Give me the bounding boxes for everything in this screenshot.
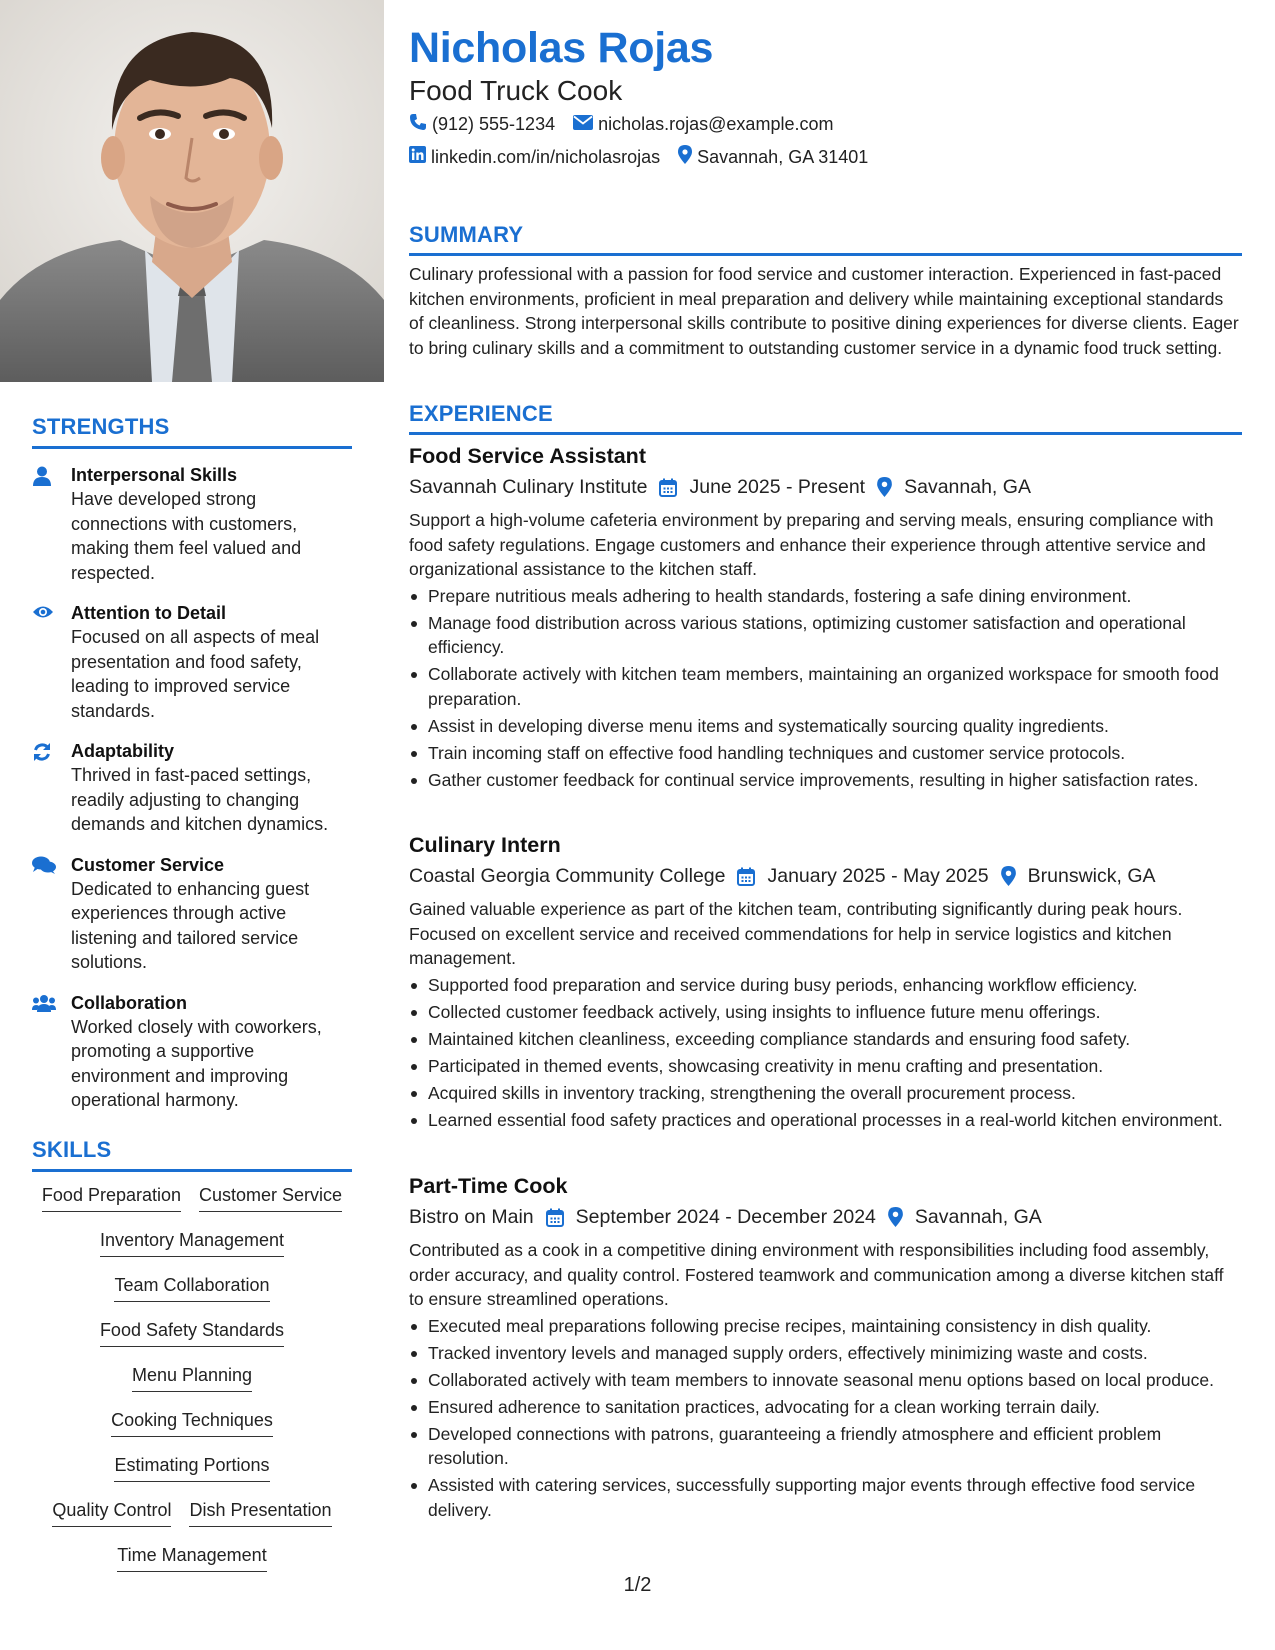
list-item: Supported food preparation and service during busy periods, enhancing workflow efficiency.: [409, 973, 1242, 998]
list-item: Acquired skills in inventory tracking, strengthening the overall procurement process.: [409, 1081, 1242, 1106]
list-item: Collaborate actively with kitchen team members, maintaining an organized workspace for smooth food preparation.: [409, 662, 1242, 711]
skill-tag: Quality Control: [52, 1499, 171, 1527]
strengths-heading: STRENGTHS: [32, 414, 170, 439]
strength-description: Thrived in fast-paced settings, readily adjusting to changing demands and kitchen dynamics.: [71, 765, 329, 834]
candidate-title: Food Truck Cook: [409, 75, 623, 106]
skills-divider: [32, 1169, 352, 1172]
list-item: Assisted with catering services, successfully supporting major events through effective food service delivery.: [409, 1473, 1242, 1522]
skill-tag: Time Management: [117, 1544, 266, 1572]
skill-tag: Food Preparation: [42, 1184, 181, 1212]
sync-icon: [32, 739, 71, 837]
comments-icon: [32, 853, 71, 975]
summary-divider: [409, 253, 1242, 256]
job-dates: June 2025 - Present: [689, 475, 866, 498]
job-location: Savannah, GA: [914, 1205, 1042, 1228]
job-dates: September 2024 - December 2024: [575, 1205, 876, 1228]
strength-name: Customer Service: [71, 854, 225, 875]
page-number: 1/2: [623, 1574, 652, 1596]
email-address[interactable]: nicholas.rojas@example.com: [598, 114, 834, 134]
user-icon: [32, 463, 71, 585]
job-meta: [409, 862, 1242, 890]
strength-name: Adaptability: [71, 741, 175, 761]
summary-section: [409, 222, 1242, 360]
left-column: [0, 0, 384, 1650]
summary-heading: SUMMARY: [409, 222, 524, 247]
map-marker-icon: [877, 477, 892, 497]
strengths-section: [32, 414, 352, 1129]
skill-tag: Cooking Techniques: [111, 1409, 273, 1437]
job-dates: January 2025 - May 2025: [767, 864, 989, 887]
job-bullets: [409, 584, 1242, 793]
skills-heading: SKILLS: [32, 1137, 112, 1162]
calendar-icon: [546, 1208, 564, 1227]
strength-name: Attention to Detail: [71, 603, 226, 623]
list-item: Maintained kitchen cleanliness, exceeding compliance standards and ensuring food safety.: [409, 1027, 1242, 1052]
map-marker-icon: [678, 145, 692, 169]
strength-description: Worked closely with coworkers, promoting a supportive environment and improving operational harmony.: [71, 1016, 322, 1110]
strength-item: [32, 739, 352, 837]
skill-tag: Food Safety Standards: [100, 1319, 284, 1347]
job-description: Support a high-volume cafeteria environment by preparing and serving meals, ensuring compliance with food safety regulations. Engage customers and enhance their experience through attentive service and organizational assistance to the kitchen staff.: [409, 510, 1214, 579]
strength-description: Focused on all aspects of meal presentation and food safety, leading to improved service standards.: [71, 627, 320, 721]
job-entry: [409, 831, 1242, 1135]
list-item: Train incoming staff on effective food handling techniques and customer service protocols.: [409, 741, 1242, 766]
job-meta: [409, 1203, 1242, 1231]
contact-row-1: [409, 113, 833, 136]
calendar-icon: [659, 478, 677, 497]
job-description: Gained valuable experience as part of the kitchen team, contributing significantly during peak hours. Focused on excellent service and received commendations for help in service logistics and kitchen management.: [409, 899, 1183, 968]
address: Savannah, GA 31401: [697, 146, 869, 167]
strength-item: [32, 463, 352, 585]
job-entry: [409, 442, 1242, 795]
company-name: Savannah Culinary Institute: [409, 475, 648, 498]
strength-description: Dedicated to enhancing guest experiences through active listening and tailored service solutions.: [71, 878, 310, 972]
eye-icon: [32, 601, 71, 723]
company-name: Bistro on Main: [409, 1205, 534, 1228]
linkedin-url[interactable]: linkedin.com/in/nicholasrojas: [431, 146, 661, 167]
map-marker-icon: [1001, 866, 1016, 886]
job-title: Part-Time Cook: [409, 1174, 568, 1198]
contact-row-2: [409, 145, 868, 169]
job-entry: [409, 1172, 1242, 1525]
list-item: Collected customer feedback actively, using insights to influence future menu offerings.: [409, 1000, 1242, 1025]
list-item: Collaborated actively with team members to innovate seasonal menu options based on local produce.: [409, 1368, 1242, 1393]
candidate-name: Nicholas Rojas: [409, 24, 714, 72]
list-item: Developed connections with patrons, guaranteeing a friendly atmosphere and efficient problem resolution.: [409, 1422, 1242, 1471]
skill-tag: Customer Service: [199, 1184, 342, 1212]
linkedin-icon: [409, 146, 426, 168]
list-item: Manage food distribution across various stations, optimizing customer satisfaction and operational efficiency.: [409, 611, 1242, 660]
experience-section: [409, 401, 1242, 435]
job-description: Contributed as a cook in a competitive dining environment with responsibilities including food assembly, order accuracy, and quality control. Fostered teamwork and communication among a diverse kitchen staff to ensure streamlined operations.: [409, 1240, 1224, 1309]
strength-name: Collaboration: [71, 992, 187, 1013]
skills-section: [32, 1137, 352, 1589]
skill-tag: Dish Presentation: [189, 1499, 331, 1527]
list-item: Gather customer feedback for continual service improvements, resulting in higher satisfaction rates.: [409, 768, 1242, 793]
strength-description: Have developed strong connections with customers, making them feel valued and respected.: [71, 489, 302, 583]
job-title: Food Service Assistant: [409, 444, 646, 468]
users-icon: [32, 991, 71, 1113]
strength-item: [32, 853, 352, 975]
job-bullets: [409, 1314, 1242, 1523]
strength-name: Interpersonal Skills: [71, 465, 238, 485]
job-location: Brunswick, GA: [1027, 864, 1156, 887]
calendar-icon: [737, 867, 755, 886]
strength-item: [32, 601, 352, 723]
skill-tag: Estimating Portions: [114, 1454, 269, 1482]
strength-item: [32, 991, 352, 1113]
job-title: Culinary Intern: [409, 833, 561, 857]
list-item: Ensured adherence to sanitation practices, advocating for a clean working terrain daily.: [409, 1395, 1242, 1420]
profile-photo: [0, 0, 384, 382]
job-meta: [409, 473, 1242, 501]
job-location: Savannah, GA: [904, 475, 1031, 498]
list-item: Learned essential food safety practices and operational processes in a real-world kitchen environment.: [409, 1108, 1242, 1133]
skill-tag: Menu Planning: [132, 1364, 252, 1392]
phone-number[interactable]: (912) 555-1234: [432, 114, 556, 134]
envelope-icon: [573, 114, 593, 135]
experience-heading: EXPERIENCE: [409, 401, 553, 426]
skill-tag: Inventory Management: [100, 1229, 284, 1257]
map-marker-icon: [888, 1207, 903, 1227]
list-item: Executed meal preparations following precise recipes, maintaining consistency in dish quality.: [409, 1314, 1242, 1339]
list-item: Prepare nutritious meals adhering to health standards, fostering a safe dining environment.: [409, 584, 1242, 609]
list-item: Participated in themed events, showcasing creativity in menu crafting and presentation.: [409, 1054, 1242, 1079]
experience-divider: [409, 432, 1242, 435]
list-item: Assist in developing diverse menu items and systematically sourcing quality ingredients.: [409, 714, 1242, 739]
skill-tag: Team Collaboration: [114, 1274, 269, 1302]
strengths-divider: [32, 446, 352, 449]
list-item: Tracked inventory levels and managed supply orders, effectively minimizing waste and costs.: [409, 1341, 1242, 1366]
phone-icon: [409, 113, 427, 136]
summary-text: Culinary professional with a passion for food service and customer interaction. Experienced in fast-paced kitchen environments, proficient in meal preparation and delivery while maintaining exceptional standards of cleanliness. Strong interpersonal skills contribute to positive dining experiences for diverse clients. Eager to bring culinary skills and a commitment to outstanding customer service in a dynamic food truck setting.: [409, 264, 1239, 358]
job-bullets: [409, 973, 1242, 1133]
company-name: Coastal Georgia Community College: [409, 864, 726, 887]
